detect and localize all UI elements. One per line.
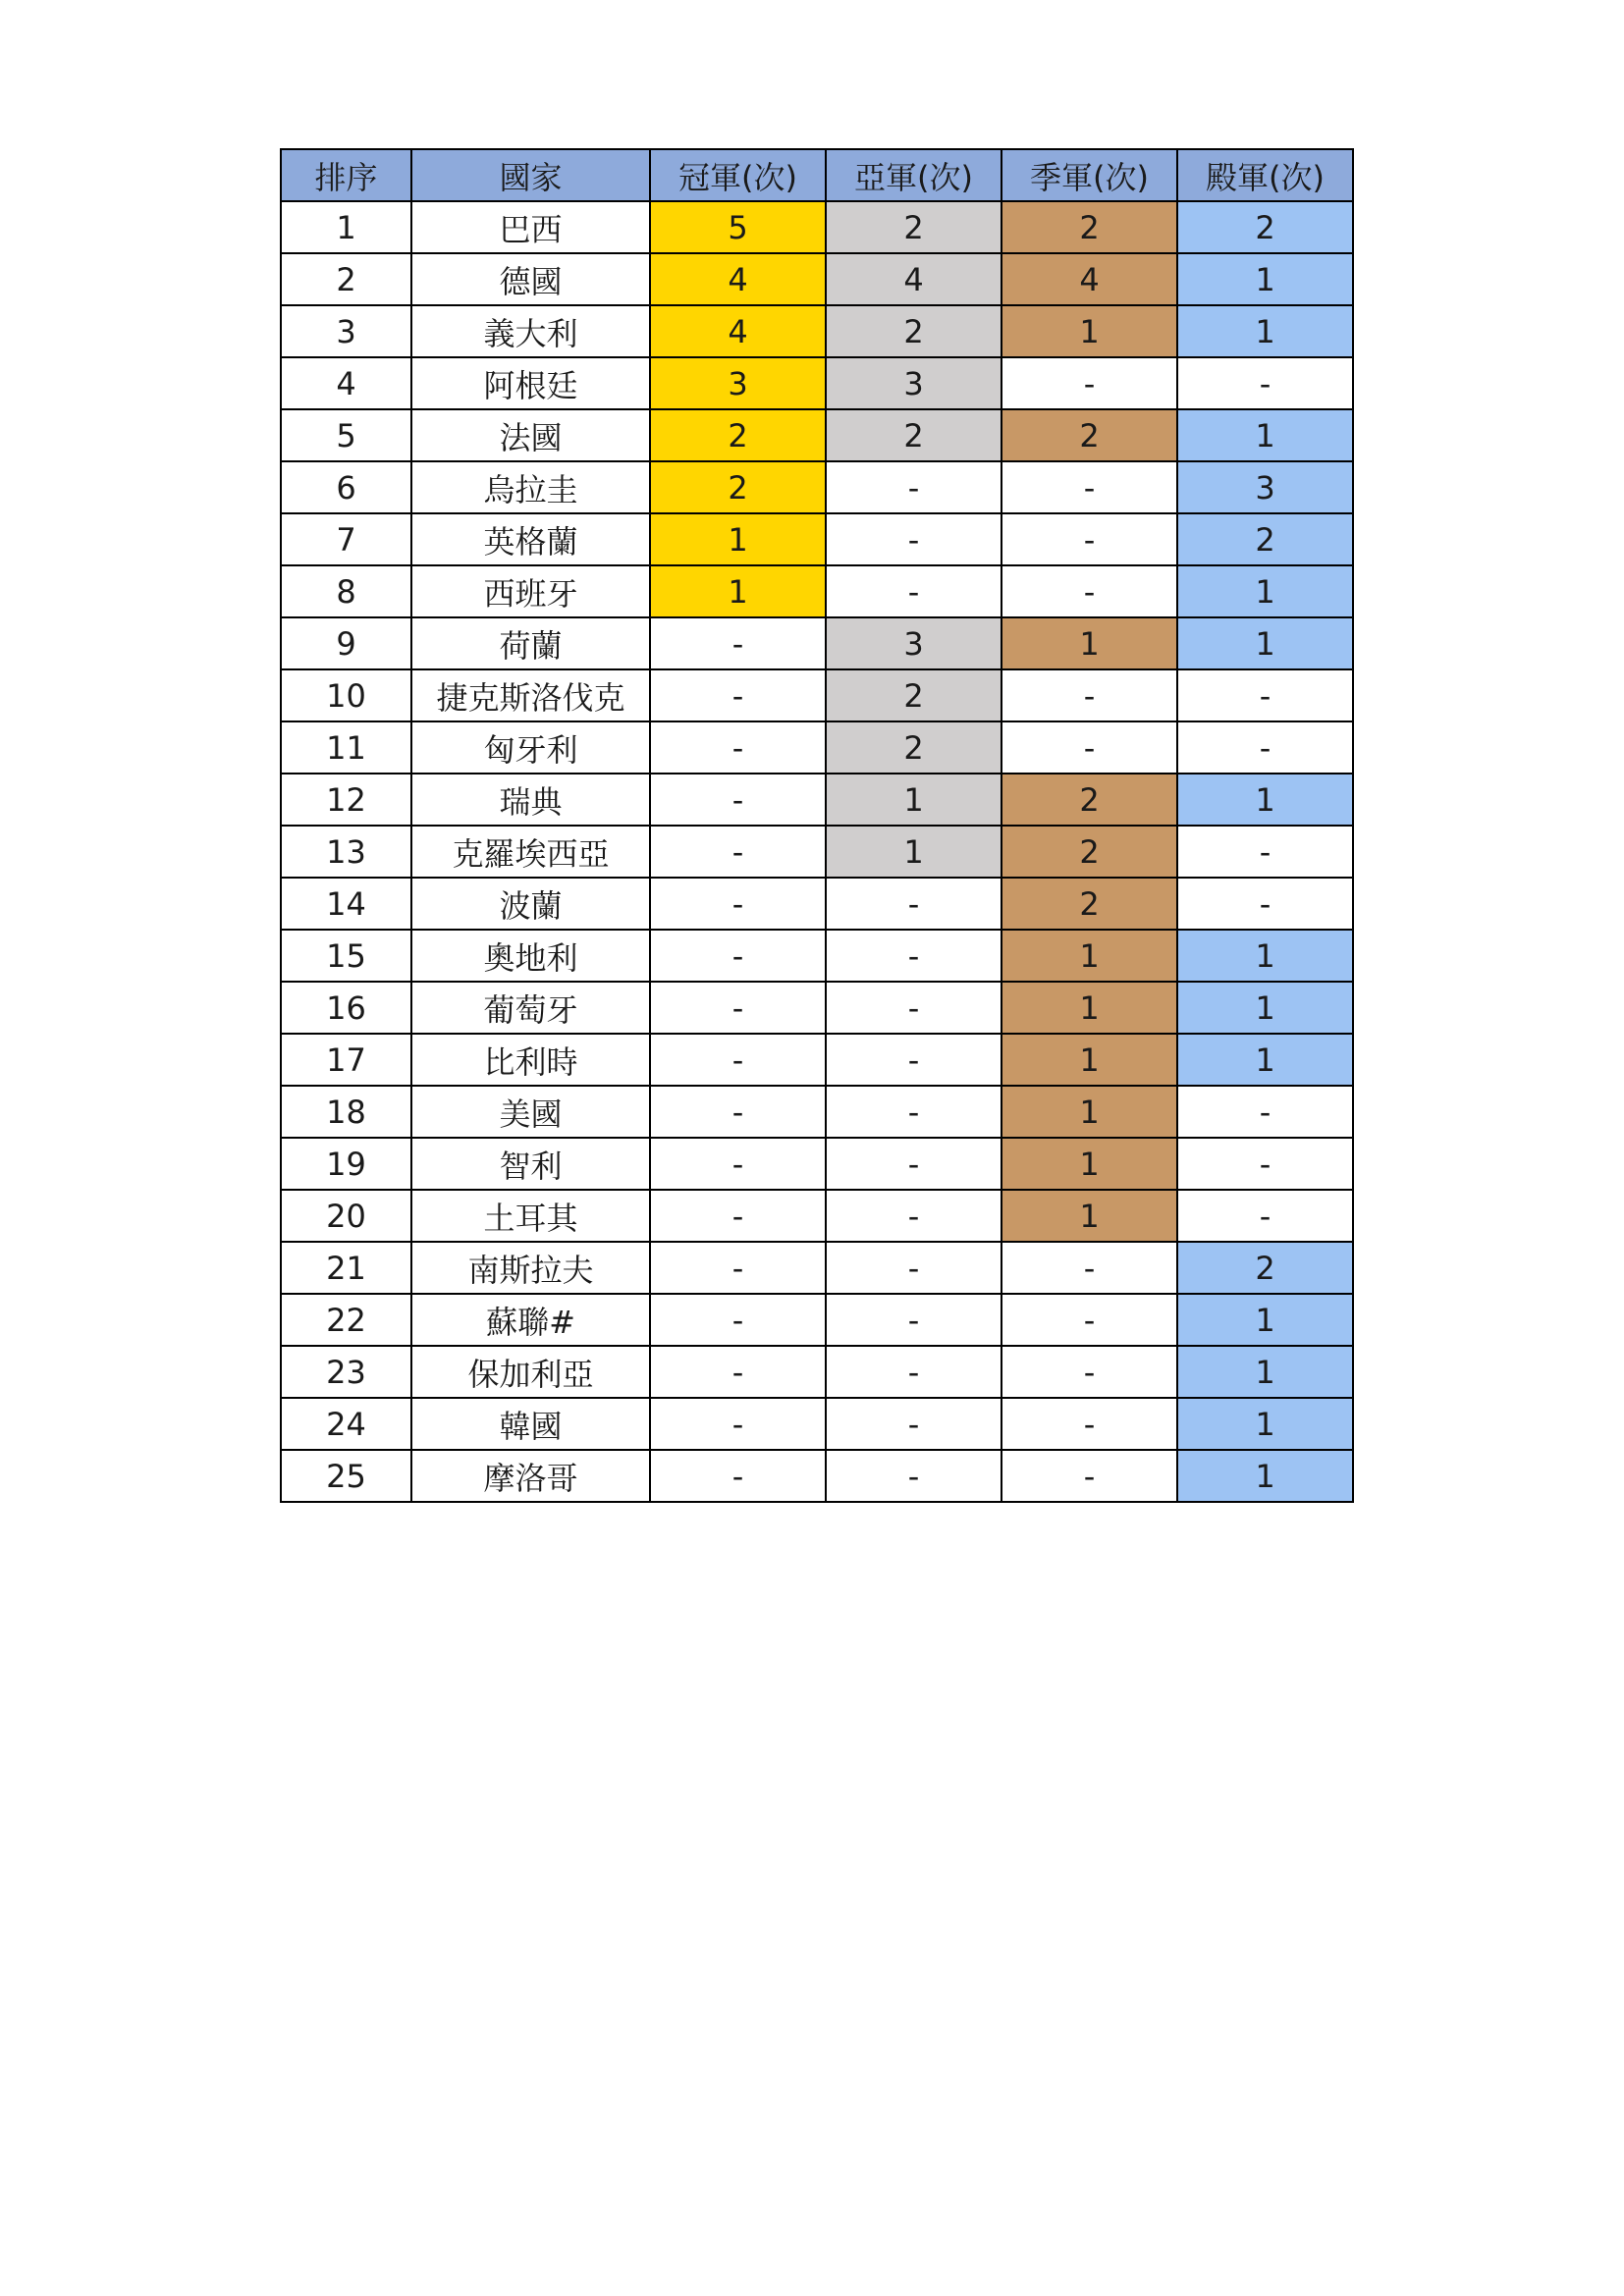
cell-rank: 23 <box>281 1346 411 1398</box>
cell-runner-up: 1 <box>826 826 1001 878</box>
cell-champion: 1 <box>650 565 826 617</box>
cell-rank: 24 <box>281 1398 411 1450</box>
cell-fourth: 1 <box>1177 253 1353 305</box>
cell-fourth: 1 <box>1177 774 1353 826</box>
table-row <box>281 1138 1353 1190</box>
cell-country: 捷克斯洛伐克 <box>411 669 650 721</box>
cell-country: 保加利亞 <box>411 1346 650 1398</box>
cell-third: 2 <box>1001 409 1177 461</box>
cell-third: 1 <box>1001 305 1177 357</box>
header-row <box>281 149 1353 201</box>
cell-champion: - <box>650 826 826 878</box>
cell-runner-up: 2 <box>826 721 1001 774</box>
cell-country: 智利 <box>411 1138 650 1190</box>
cell-third: - <box>1001 461 1177 513</box>
table-row <box>281 1034 1353 1086</box>
table-row <box>281 1294 1353 1346</box>
cell-third: 1 <box>1001 617 1177 669</box>
cell-third: 1 <box>1001 1138 1177 1190</box>
cell-country: 蘇聯# <box>411 1294 650 1346</box>
cell-runner-up: - <box>826 878 1001 930</box>
cell-third: - <box>1001 721 1177 774</box>
cell-fourth: - <box>1177 878 1353 930</box>
cell-country: 荷蘭 <box>411 617 650 669</box>
cell-runner-up: - <box>826 1294 1001 1346</box>
cell-champion: - <box>650 1346 826 1398</box>
cell-rank: 11 <box>281 721 411 774</box>
cell-third: - <box>1001 1294 1177 1346</box>
table-row <box>281 774 1353 826</box>
header-runner-up: 亞軍(次) <box>826 149 1001 201</box>
table-row <box>281 1190 1353 1242</box>
cell-champion: - <box>650 1242 826 1294</box>
cell-third: 1 <box>1001 1086 1177 1138</box>
cell-country: 英格蘭 <box>411 513 650 565</box>
cell-fourth: 1 <box>1177 1450 1353 1502</box>
cell-fourth: 2 <box>1177 1242 1353 1294</box>
cell-fourth: 1 <box>1177 982 1353 1034</box>
header-country: 國家 <box>411 149 650 201</box>
world-cup-ranking-table <box>280 148 1354 1503</box>
cell-country: 摩洛哥 <box>411 1450 650 1502</box>
cell-country: 奧地利 <box>411 930 650 982</box>
cell-champion: 1 <box>650 513 826 565</box>
cell-runner-up: 2 <box>826 305 1001 357</box>
cell-fourth: - <box>1177 1138 1353 1190</box>
cell-third: - <box>1001 1242 1177 1294</box>
cell-champion: - <box>650 1450 826 1502</box>
cell-fourth: 1 <box>1177 1398 1353 1450</box>
cell-champion: 4 <box>650 253 826 305</box>
cell-rank: 21 <box>281 1242 411 1294</box>
cell-fourth: 1 <box>1177 1034 1353 1086</box>
cell-rank: 18 <box>281 1086 411 1138</box>
cell-fourth: 1 <box>1177 617 1353 669</box>
cell-country: 瑞典 <box>411 774 650 826</box>
cell-fourth: - <box>1177 1190 1353 1242</box>
cell-fourth: 1 <box>1177 1294 1353 1346</box>
cell-third: - <box>1001 357 1177 409</box>
table-header <box>281 149 1353 201</box>
cell-fourth: 3 <box>1177 461 1353 513</box>
table-row <box>281 1086 1353 1138</box>
table-row <box>281 357 1353 409</box>
table-row <box>281 1242 1353 1294</box>
cell-rank: 2 <box>281 253 411 305</box>
cell-third: - <box>1001 1450 1177 1502</box>
cell-runner-up: - <box>826 1034 1001 1086</box>
table-row <box>281 565 1353 617</box>
cell-runner-up: - <box>826 1242 1001 1294</box>
cell-country: 葡萄牙 <box>411 982 650 1034</box>
cell-champion: - <box>650 1398 826 1450</box>
cell-runner-up: - <box>826 1138 1001 1190</box>
cell-country: 波蘭 <box>411 878 650 930</box>
cell-runner-up: - <box>826 565 1001 617</box>
cell-third: 2 <box>1001 201 1177 253</box>
cell-country: 克羅埃西亞 <box>411 826 650 878</box>
header-third: 季軍(次) <box>1001 149 1177 201</box>
cell-champion: 2 <box>650 409 826 461</box>
cell-champion: 5 <box>650 201 826 253</box>
cell-champion: 4 <box>650 305 826 357</box>
cell-country: 南斯拉夫 <box>411 1242 650 1294</box>
cell-fourth: 1 <box>1177 305 1353 357</box>
cell-country: 烏拉圭 <box>411 461 650 513</box>
table-row <box>281 721 1353 774</box>
table-row <box>281 513 1353 565</box>
table-row <box>281 878 1353 930</box>
cell-rank: 3 <box>281 305 411 357</box>
table-row <box>281 1398 1353 1450</box>
cell-rank: 14 <box>281 878 411 930</box>
table-row <box>281 201 1353 253</box>
cell-runner-up: - <box>826 1346 1001 1398</box>
header-rank: 排序 <box>281 149 411 201</box>
table-row <box>281 669 1353 721</box>
cell-rank: 12 <box>281 774 411 826</box>
cell-rank: 8 <box>281 565 411 617</box>
cell-third: 1 <box>1001 982 1177 1034</box>
header-fourth: 殿軍(次) <box>1177 149 1353 201</box>
cell-rank: 5 <box>281 409 411 461</box>
cell-third: - <box>1001 513 1177 565</box>
cell-rank: 4 <box>281 357 411 409</box>
cell-third: - <box>1001 565 1177 617</box>
table-row <box>281 982 1353 1034</box>
cell-rank: 22 <box>281 1294 411 1346</box>
cell-country: 匈牙利 <box>411 721 650 774</box>
cell-runner-up: - <box>826 513 1001 565</box>
cell-rank: 19 <box>281 1138 411 1190</box>
cell-rank: 1 <box>281 201 411 253</box>
cell-third: - <box>1001 1346 1177 1398</box>
cell-third: 4 <box>1001 253 1177 305</box>
cell-champion: - <box>650 617 826 669</box>
cell-country: 土耳其 <box>411 1190 650 1242</box>
cell-third: 2 <box>1001 826 1177 878</box>
cell-country: 法國 <box>411 409 650 461</box>
cell-runner-up: 2 <box>826 669 1001 721</box>
cell-rank: 9 <box>281 617 411 669</box>
cell-champion: - <box>650 930 826 982</box>
cell-champion: - <box>650 669 826 721</box>
cell-country: 義大利 <box>411 305 650 357</box>
cell-champion: 2 <box>650 461 826 513</box>
cell-fourth: - <box>1177 357 1353 409</box>
cell-fourth: 1 <box>1177 930 1353 982</box>
cell-runner-up: - <box>826 1086 1001 1138</box>
cell-runner-up: - <box>826 982 1001 1034</box>
cell-rank: 20 <box>281 1190 411 1242</box>
cell-runner-up: 2 <box>826 201 1001 253</box>
cell-champion: 3 <box>650 357 826 409</box>
cell-fourth: - <box>1177 721 1353 774</box>
cell-third: 1 <box>1001 1034 1177 1086</box>
cell-country: 阿根廷 <box>411 357 650 409</box>
cell-rank: 15 <box>281 930 411 982</box>
cell-country: 德國 <box>411 253 650 305</box>
cell-rank: 6 <box>281 461 411 513</box>
cell-runner-up: 1 <box>826 774 1001 826</box>
cell-fourth: 1 <box>1177 409 1353 461</box>
cell-country: 韓國 <box>411 1398 650 1450</box>
cell-runner-up: 2 <box>826 409 1001 461</box>
cell-runner-up: - <box>826 1450 1001 1502</box>
cell-runner-up: - <box>826 1190 1001 1242</box>
cell-country: 西班牙 <box>411 565 650 617</box>
header-champion: 冠軍(次) <box>650 149 826 201</box>
cell-champion: - <box>650 1190 826 1242</box>
cell-country: 巴西 <box>411 201 650 253</box>
cell-runner-up: 4 <box>826 253 1001 305</box>
cell-runner-up: - <box>826 1398 1001 1450</box>
table-body <box>281 201 1353 1502</box>
cell-champion: - <box>650 774 826 826</box>
cell-champion: - <box>650 878 826 930</box>
table-row <box>281 1450 1353 1502</box>
cell-champion: - <box>650 1138 826 1190</box>
cell-champion: - <box>650 982 826 1034</box>
cell-runner-up: - <box>826 930 1001 982</box>
cell-runner-up: 3 <box>826 617 1001 669</box>
cell-third: 1 <box>1001 1190 1177 1242</box>
cell-champion: - <box>650 1294 826 1346</box>
cell-third: - <box>1001 1398 1177 1450</box>
cell-rank: 16 <box>281 982 411 1034</box>
cell-fourth: 1 <box>1177 565 1353 617</box>
cell-runner-up: - <box>826 461 1001 513</box>
table-row <box>281 305 1353 357</box>
cell-country: 比利時 <box>411 1034 650 1086</box>
table-row <box>281 461 1353 513</box>
cell-third: 2 <box>1001 774 1177 826</box>
cell-third: - <box>1001 669 1177 721</box>
cell-champion: - <box>650 1086 826 1138</box>
cell-rank: 17 <box>281 1034 411 1086</box>
cell-rank: 13 <box>281 826 411 878</box>
cell-champion: - <box>650 1034 826 1086</box>
table-row <box>281 409 1353 461</box>
table-row <box>281 930 1353 982</box>
cell-fourth: 2 <box>1177 201 1353 253</box>
table-row <box>281 1346 1353 1398</box>
cell-runner-up: 3 <box>826 357 1001 409</box>
cell-fourth: - <box>1177 669 1353 721</box>
table-row <box>281 826 1353 878</box>
cell-country: 美國 <box>411 1086 650 1138</box>
cell-fourth: - <box>1177 826 1353 878</box>
table-row <box>281 617 1353 669</box>
cell-third: 2 <box>1001 878 1177 930</box>
cell-fourth: 2 <box>1177 513 1353 565</box>
cell-rank: 7 <box>281 513 411 565</box>
cell-rank: 10 <box>281 669 411 721</box>
cell-third: 1 <box>1001 930 1177 982</box>
cell-fourth: - <box>1177 1086 1353 1138</box>
table-row <box>281 253 1353 305</box>
cell-fourth: 1 <box>1177 1346 1353 1398</box>
cell-champion: - <box>650 721 826 774</box>
cell-rank: 25 <box>281 1450 411 1502</box>
